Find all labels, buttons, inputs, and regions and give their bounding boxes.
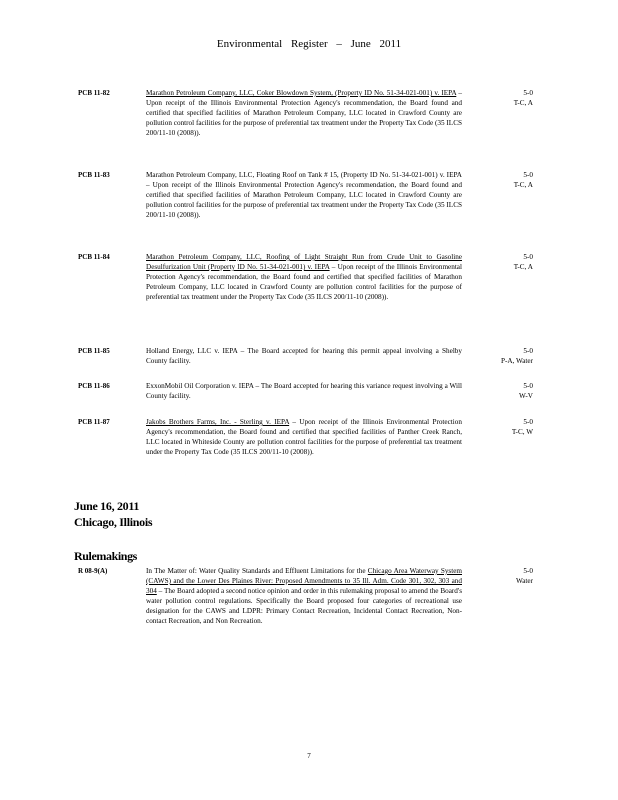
case-body: – Upon receipt of the Illinois Environmental Protection Agency's recommendation, the Board found and certified that specified facilities of Panther Creek Ranch, LLC located in Whiteside County are pollution control facilities for the purpose of preferential tax treatment under the Property Tax Code (35 ILCS 200/11-10 (2008)). [146, 418, 462, 456]
case-type: P-A, Water [500, 357, 533, 365]
case-text [146, 88, 462, 138]
case-vote [478, 252, 533, 272]
case-title: Jakobs Brothers Farms, Inc. - Sterling v. IEPA [146, 418, 290, 426]
case-text [146, 566, 462, 626]
case-body: – The Board adopted a second notice opinion and order in this rulemaking proposal to amend the Board's water pollution control regulations. Specifically the Board proposed four categories of recreational use designation for the CAWS and LDPR: Primary Contact Recreation, Incidental Contact Recreation, Non-contact Recreation, and Non Recreation. [146, 587, 462, 625]
case-number: R 08-9(A) [78, 567, 108, 575]
meeting-heading [74, 498, 152, 530]
case-vote [478, 346, 533, 366]
case-vote [478, 417, 533, 437]
case-type: T-C, A [513, 181, 533, 189]
vote-count: 5-0 [523, 347, 533, 355]
case-vote [478, 88, 533, 108]
case-number: PCB 11-87 [78, 418, 110, 426]
case-title: Marathon Petroleum Company, LLC, Coker Blowdown System, (Property ID No. 51-34-021-001) v. IEPA [146, 89, 457, 97]
case-number: PCB 11-85 [78, 347, 110, 355]
case-vote [478, 381, 533, 401]
case-vote [478, 566, 533, 586]
case-number: PCB 11-83 [78, 171, 110, 179]
case-type: T-C, W [511, 428, 533, 436]
case-text [146, 346, 462, 366]
vote-count: 5-0 [523, 171, 533, 179]
rulemakings-heading: Rulemakings [74, 549, 137, 563]
case-text [146, 381, 462, 401]
case-intro: In The Matter of: Water Quality Standards and Effluent Limitations for the [146, 567, 368, 575]
case-text [146, 417, 462, 457]
page-header: Environmental Register – June 2011 [216, 38, 402, 50]
case-vote [478, 170, 533, 190]
case-number: PCB 11-82 [78, 89, 110, 97]
case-body: Marathon Petroleum Company, LLC, Floating Roof on Tank # 15, (Property ID No. 51-34-021-001) v. IEPA – Upon receipt of the Illinois Environmental Protection Agency's recommendation, the Board found and certified that specified facilities of Marathon Petroleum Company, LLC located in Crawford County are pollution control facilities for the purpose of preferential tax treatment under the Property Tax Code (35 ILCS 200/11-10 (2008)). [146, 171, 462, 219]
case-type: T-C, A [513, 99, 533, 107]
case-body: ExxonMobil Oil Corporation v. IEPA – The Board accepted for hearing this variance request involving a Will County facility. [146, 382, 462, 400]
vote-count: 5-0 [523, 253, 533, 261]
case-number: PCB 11-84 [78, 253, 110, 261]
vote-count: 5-0 [523, 418, 533, 426]
vote-count: 5-0 [523, 567, 533, 575]
case-number: PCB 11-86 [78, 382, 110, 390]
case-text [146, 252, 462, 302]
vote-count: 5-0 [523, 89, 533, 97]
meeting-place: Chicago, Illinois [74, 515, 153, 529]
case-title: Chicago Area Waterway System (CAWS) and the Lower Des Plaines River: Proposed Amendments to 35 Ill. Adm. Code 301, 302, 303 and 304 [146, 567, 462, 595]
case-type: W-V [519, 392, 533, 400]
case-body: – Upon receipt of the Illinois Environmental Protection Agency's recommendation, the Board found and certified that specified facilities of Marathon Petroleum Company, LLC located in Crawford County are pollution control facilities for the purpose of preferential tax treatment under the Property Tax Code (35 ILCS 200/11-10 (2008)). [146, 263, 462, 301]
meeting-date: June 16, 2011 [74, 499, 140, 513]
vote-count: 5-0 [523, 382, 533, 390]
case-body: Holland Energy, LLC v. IEPA – The Board accepted for hearing this permit appeal involving a Shelby County facility. [146, 347, 462, 365]
page-number: 7 [307, 752, 311, 760]
case-body: – Upon receipt of the Illinois Environmental Protection Agency's recommendation, the Board found and certified that specified facilities of Marathon Petroleum Company, LLC located in Crawford County are pollution control facilities for the purpose of preferential tax treatment under the Property Tax Code (35 ILCS 200/11-10 (2008)). [146, 89, 463, 137]
case-text [146, 170, 462, 220]
case-type: Water [516, 577, 533, 585]
case-type: T-C, A [513, 263, 533, 271]
case-title: Marathon Petroleum Company, LLC, Roofing of Light Straight Run from Crude Unit to Gasoline Desulfurization Unit (Property ID No. 51-34-021-001) v. IEPA [146, 253, 462, 271]
